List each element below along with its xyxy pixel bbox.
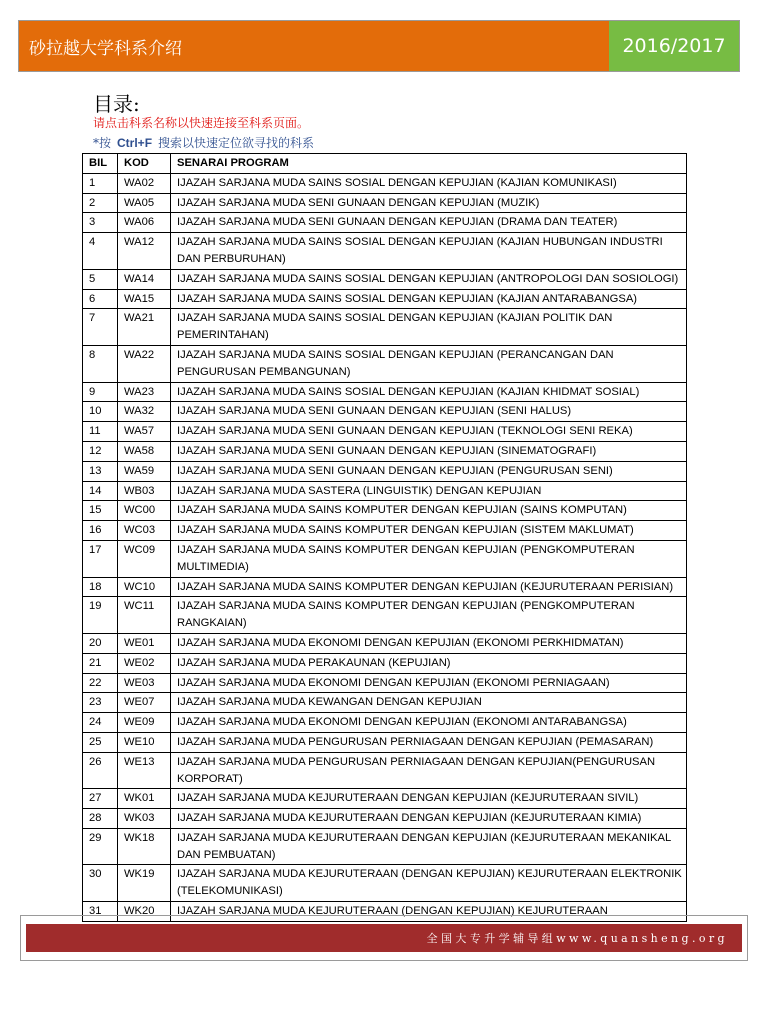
program-link[interactable]: IJAZAH SARJANA MUDA SAINS KOMPUTER DENGAN KEPUJIAN (SISTEM MAKLUMAT) (171, 521, 687, 541)
row-kod-cell: WE10 (118, 732, 171, 752)
program-link[interactable]: IJAZAH SARJANA MUDA EKONOMI DENGAN KEPUJIAN (EKONOMI PERKHIDMATAN) (171, 633, 687, 653)
row-kod-cell: WA14 (118, 269, 171, 289)
table-row (83, 828, 687, 865)
row-bil-cell: 27 (83, 789, 118, 809)
row-kod-cell: WC10 (118, 577, 171, 597)
column-header-program: SENARAI PROGRAM (171, 154, 687, 174)
table-row (83, 213, 687, 233)
row-bil-cell: 23 (83, 693, 118, 713)
program-link[interactable]: IJAZAH SARJANA MUDA SAINS SOSIAL DENGAN KEPUJIAN (PERANCANGAN DAN PENGURUSAN PEMBANGUNAN) (171, 345, 687, 382)
program-link[interactable]: IJAZAH SARJANA MUDA SAINS SOSIAL DENGAN KEPUJIAN (KAJIAN POLITIK DAN PEMERINTAHAN) (171, 309, 687, 346)
program-link[interactable]: IJAZAH SARJANA MUDA SENI GUNAAN DENGAN KEPUJIAN (TEKNOLOGI SENI REKA) (171, 422, 687, 442)
row-kod-cell: WA02 (118, 173, 171, 193)
table-row (83, 865, 687, 902)
row-kod-cell: WA21 (118, 309, 171, 346)
row-kod-cell: WB03 (118, 481, 171, 501)
table-row (83, 382, 687, 402)
row-kod-cell: WK18 (118, 828, 171, 865)
header-title: 砂拉越大学科系介绍 (19, 21, 609, 71)
program-link[interactable]: IJAZAH SARJANA MUDA SENI GUNAAN DENGAN KEPUJIAN (MUZIK) (171, 193, 687, 213)
table-row (83, 289, 687, 309)
row-bil-cell: 4 (83, 233, 118, 270)
program-link[interactable]: IJAZAH SARJANA MUDA SASTERA (LINGUISTIK) DENGAN KEPUJIAN (171, 481, 687, 501)
program-link[interactable]: IJAZAH SARJANA MUDA SENI GUNAAN DENGAN KEPUJIAN (SENI HALUS) (171, 402, 687, 422)
program-link[interactable]: IJAZAH SARJANA MUDA KEWANGAN DENGAN KEPUJIAN (171, 693, 687, 713)
row-bil-cell: 3 (83, 213, 118, 233)
row-kod-cell: WE09 (118, 713, 171, 733)
table-header-row (83, 154, 687, 174)
row-kod-cell: WA22 (118, 345, 171, 382)
program-link[interactable]: IJAZAH SARJANA MUDA PENGURUSAN PERNIAGAAN DENGAN KEPUJIAN (PEMASARAN) (171, 732, 687, 752)
program-link[interactable]: IJAZAH SARJANA MUDA EKONOMI DENGAN KEPUJIAN (EKONOMI PERNIAGAAN) (171, 673, 687, 693)
program-link[interactable]: IJAZAH SARJANA MUDA SENI GUNAAN DENGAN KEPUJIAN (SINEMATOGRAFI) (171, 441, 687, 461)
program-link[interactable]: IJAZAH SARJANA MUDA SAINS KOMPUTER DENGAN KEPUJIAN (PENGKOMPUTERAN RANGKAIAN) (171, 597, 687, 634)
toc-search-note-prefix: *按 (93, 136, 112, 150)
toc-heading: 目录: (93, 92, 140, 116)
row-kod-cell: WE01 (118, 633, 171, 653)
table-row (83, 461, 687, 481)
table-row (83, 540, 687, 577)
table-row (83, 789, 687, 809)
footer-bar (26, 924, 742, 952)
row-bil-cell: 5 (83, 269, 118, 289)
row-kod-cell: WE02 (118, 653, 171, 673)
row-kod-cell: WA05 (118, 193, 171, 213)
table-row (83, 752, 687, 789)
program-link[interactable]: IJAZAH SARJANA MUDA SAINS SOSIAL DENGAN KEPUJIAN (ANTROPOLOGI DAN SOSIOLOGI) (171, 269, 687, 289)
column-header-bil: BIL (83, 154, 118, 174)
toc-search-note (93, 134, 314, 151)
program-link[interactable]: IJAZAH SARJANA MUDA SAINS KOMPUTER DENGAN KEPUJIAN (SAINS KOMPUTAN) (171, 501, 687, 521)
row-kod-cell: WC00 (118, 501, 171, 521)
row-kod-cell: WK19 (118, 865, 171, 902)
row-bil-cell: 12 (83, 441, 118, 461)
table-row (83, 653, 687, 673)
row-bil-cell: 2 (83, 193, 118, 213)
row-bil-cell: 21 (83, 653, 118, 673)
row-bil-cell: 31 (83, 902, 118, 922)
row-kod-cell: WA57 (118, 422, 171, 442)
row-kod-cell: WA58 (118, 441, 171, 461)
column-header-kod: KOD (118, 154, 171, 174)
row-kod-cell: WC11 (118, 597, 171, 634)
row-kod-cell: WE07 (118, 693, 171, 713)
ctrl-f-shortcut: Ctrl+F (117, 136, 153, 150)
table-row (83, 345, 687, 382)
table-row (83, 422, 687, 442)
row-kod-cell: WA23 (118, 382, 171, 402)
table-row (83, 713, 687, 733)
program-link[interactable]: IJAZAH SARJANA MUDA SAINS KOMPUTER DENGAN KEPUJIAN (KEJURUTERAAN PERISIAN) (171, 577, 687, 597)
table-row (83, 173, 687, 193)
table-row (83, 441, 687, 461)
program-link[interactable]: IJAZAH SARJANA MUDA PENGURUSAN PERNIAGAAN DENGAN KEPUJIAN(PENGURUSAN KORPORAT) (171, 752, 687, 789)
program-link[interactable]: IJAZAH SARJANA MUDA KEJURUTERAAN (DENGAN KEPUJIAN) KEJURUTERAAN (171, 902, 687, 922)
page-footer (20, 915, 748, 961)
row-bil-cell: 20 (83, 633, 118, 653)
row-bil-cell: 19 (83, 597, 118, 634)
page-header (18, 20, 740, 72)
program-table (82, 153, 687, 922)
footer-text: 全国大专升学辅导组www.quansheng.org (426, 932, 728, 945)
row-bil-cell: 6 (83, 289, 118, 309)
row-kod-cell: WE03 (118, 673, 171, 693)
toc-click-note: 请点击科系名称以快速连接至科系页面。 (93, 116, 310, 130)
row-bil-cell: 15 (83, 501, 118, 521)
row-kod-cell: WC03 (118, 521, 171, 541)
row-bil-cell: 8 (83, 345, 118, 382)
row-bil-cell: 13 (83, 461, 118, 481)
row-bil-cell: 18 (83, 577, 118, 597)
program-link[interactable]: IJAZAH SARJANA MUDA KEJURUTERAAN DENGAN KEPUJIAN (KEJURUTERAAN MEKANIKAL DAN PEMBUATAN) (171, 828, 687, 865)
row-bil-cell: 28 (83, 809, 118, 829)
table-row (83, 633, 687, 653)
program-link[interactable]: IJAZAH SARJANA MUDA SENI GUNAAN DENGAN KEPUJIAN (DRAMA DAN TEATER) (171, 213, 687, 233)
row-bil-cell: 30 (83, 865, 118, 902)
table-row (83, 501, 687, 521)
table-row (83, 732, 687, 752)
program-link[interactable]: IJAZAH SARJANA MUDA SAINS SOSIAL DENGAN KEPUJIAN (KAJIAN KOMUNIKASI) (171, 173, 687, 193)
program-link[interactable]: IJAZAH SARJANA MUDA PERAKAUNAN (KEPUJIAN) (171, 653, 687, 673)
row-bil-cell: 14 (83, 481, 118, 501)
table-row (83, 673, 687, 693)
row-bil-cell: 17 (83, 540, 118, 577)
row-bil-cell: 9 (83, 382, 118, 402)
row-kod-cell: WA12 (118, 233, 171, 270)
table-row (83, 481, 687, 501)
table-row (83, 809, 687, 829)
program-link[interactable]: IJAZAH SARJANA MUDA KEJURUTERAAN DENGAN KEPUJIAN (KEJURUTERAAN KIMIA) (171, 809, 687, 829)
table-row (83, 233, 687, 270)
table-row (83, 402, 687, 422)
row-bil-cell: 24 (83, 713, 118, 733)
row-bil-cell: 11 (83, 422, 118, 442)
row-bil-cell: 1 (83, 173, 118, 193)
row-bil-cell: 26 (83, 752, 118, 789)
header-year: 2016/2017 (609, 21, 739, 71)
row-bil-cell: 7 (83, 309, 118, 346)
program-link[interactable]: IJAZAH SARJANA MUDA EKONOMI DENGAN KEPUJIAN (EKONOMI ANTARABANGSA) (171, 713, 687, 733)
row-kod-cell: WA32 (118, 402, 171, 422)
row-bil-cell: 29 (83, 828, 118, 865)
table-row (83, 693, 687, 713)
table-row (83, 577, 687, 597)
row-kod-cell: WK20 (118, 902, 171, 922)
row-kod-cell: WA59 (118, 461, 171, 481)
row-kod-cell: WA15 (118, 289, 171, 309)
row-bil-cell: 25 (83, 732, 118, 752)
program-link[interactable]: IJAZAH SARJANA MUDA SAINS SOSIAL DENGAN KEPUJIAN (KAJIAN ANTARABANGSA) (171, 289, 687, 309)
program-link[interactable]: IJAZAH SARJANA MUDA KEJURUTERAAN DENGAN KEPUJIAN (KEJURUTERAAN SIVIL) (171, 789, 687, 809)
program-link[interactable]: IJAZAH SARJANA MUDA SAINS SOSIAL DENGAN KEPUJIAN (KAJIAN HUBUNGAN INDUSTRI DAN PERBURUHAN) (171, 233, 687, 270)
program-link[interactable]: IJAZAH SARJANA MUDA KEJURUTERAAN (DENGAN KEPUJIAN) KEJURUTERAAN ELEKTRONIK (TELEKOMUNIKASI) (171, 865, 687, 902)
row-bil-cell: 22 (83, 673, 118, 693)
table-row (83, 597, 687, 634)
program-link[interactable]: IJAZAH SARJANA MUDA SAINS SOSIAL DENGAN KEPUJIAN (KAJIAN KHIDMAT SOSIAL) (171, 382, 687, 402)
row-bil-cell: 16 (83, 521, 118, 541)
table-row (83, 193, 687, 213)
row-kod-cell: WA06 (118, 213, 171, 233)
row-kod-cell: WK01 (118, 789, 171, 809)
program-link[interactable]: IJAZAH SARJANA MUDA SENI GUNAAN DENGAN KEPUJIAN (PENGURUSAN SENI) (171, 461, 687, 481)
row-kod-cell: WC09 (118, 540, 171, 577)
toc-search-note-suffix: 搜索以快速定位欲寻找的科系 (158, 136, 315, 150)
row-bil-cell: 10 (83, 402, 118, 422)
table-row (83, 521, 687, 541)
program-link[interactable]: IJAZAH SARJANA MUDA SAINS KOMPUTER DENGAN KEPUJIAN (PENGKOMPUTERAN MULTIMEDIA) (171, 540, 687, 577)
program-table-body (83, 173, 687, 921)
table-row (83, 269, 687, 289)
row-kod-cell: WK03 (118, 809, 171, 829)
table-row (83, 309, 687, 346)
row-kod-cell: WE13 (118, 752, 171, 789)
